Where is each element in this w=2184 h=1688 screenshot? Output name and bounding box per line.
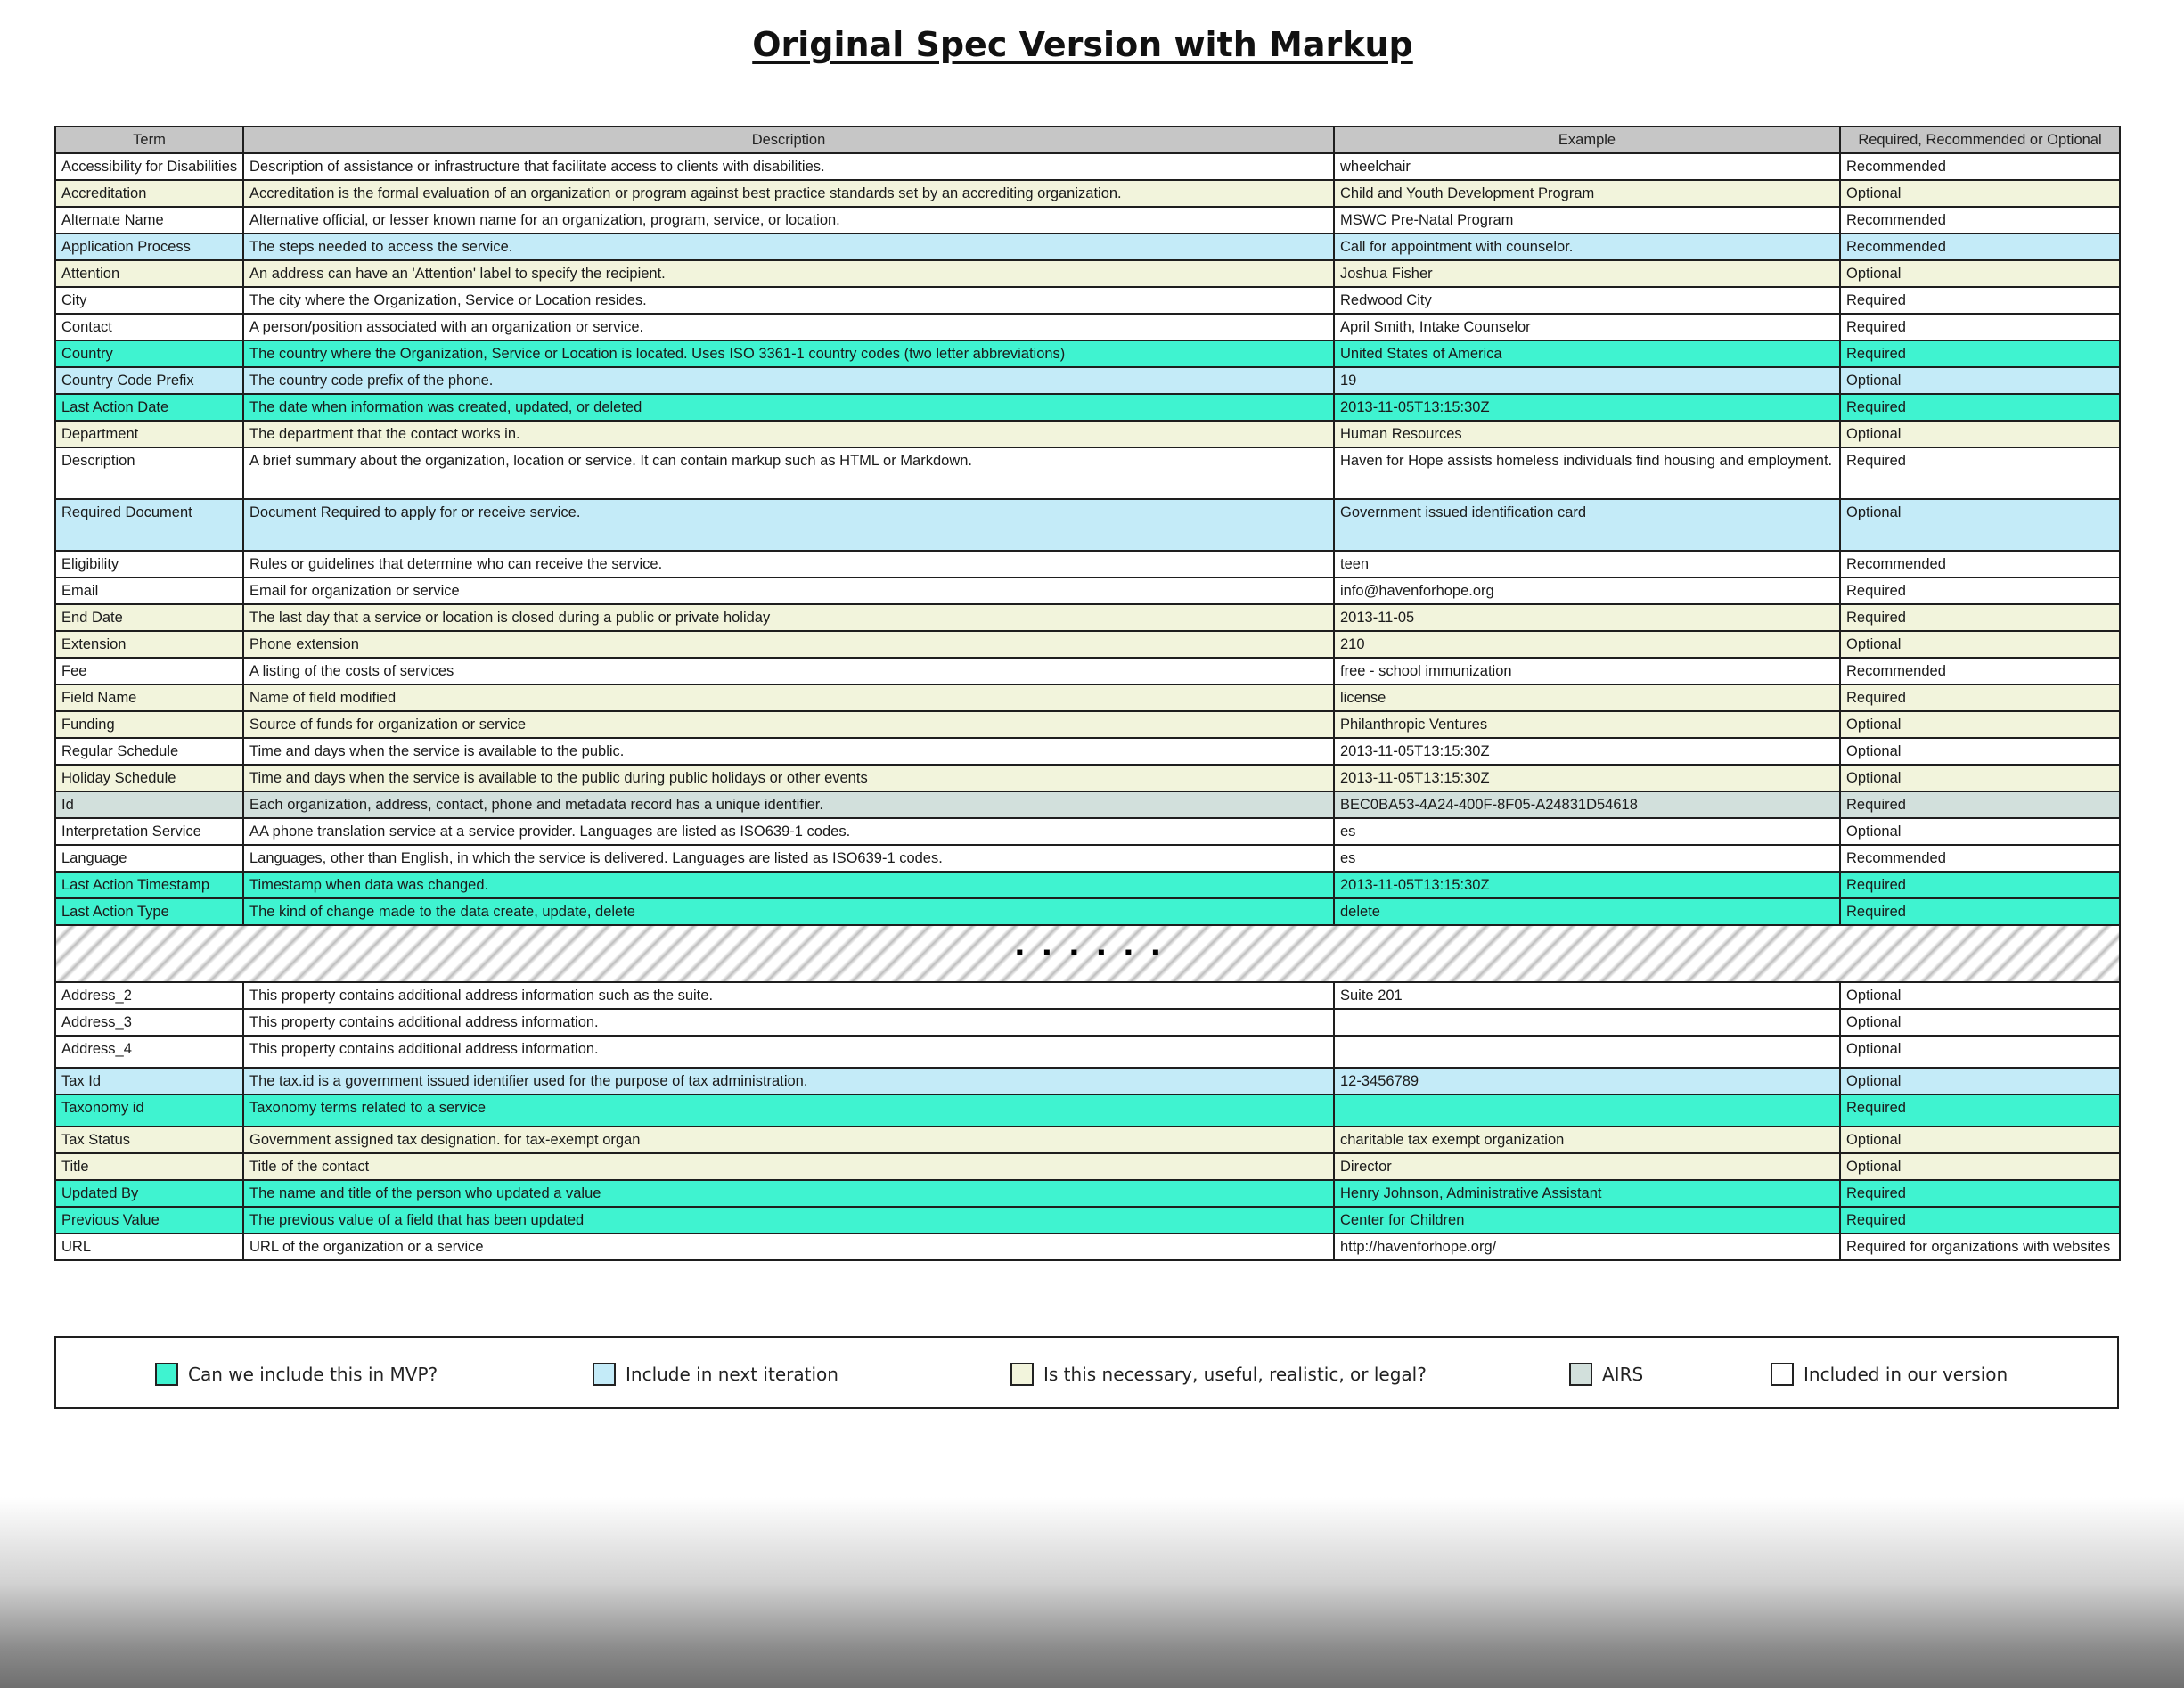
- cell-requirement: Required: [1840, 791, 2120, 818]
- cell-example: Redwood City: [1334, 287, 1840, 314]
- cell-requirement: Required: [1840, 604, 2120, 631]
- legend-label: Include in next iteration: [626, 1364, 838, 1385]
- cell-description: A person/position associated with an organization or service.: [243, 314, 1334, 340]
- cell-requirement: Required: [1840, 684, 2120, 711]
- cell-requirement: Optional: [1840, 711, 2120, 738]
- table-row: [55, 818, 2120, 845]
- cell-description: Taxonomy terms related to a service: [243, 1094, 1334, 1127]
- cell-example: 2013-11-05T13:15:30Z: [1334, 394, 1840, 421]
- table-row: [55, 1233, 2120, 1260]
- cell-description: The country where the Organization, Service or Location is located. Uses ISO 3361-1 country codes (two letter abbreviations): [243, 340, 1334, 367]
- cell-requirement: Recommended: [1840, 658, 2120, 684]
- cell-requirement: Required: [1840, 394, 2120, 421]
- cell-requirement: Optional: [1840, 818, 2120, 845]
- cell-example: [1334, 1036, 1840, 1068]
- table-row: [55, 421, 2120, 447]
- cell-description: A listing of the costs of services: [243, 658, 1334, 684]
- cell-requirement: Recommended: [1840, 845, 2120, 872]
- table-row: [55, 1009, 2120, 1036]
- cell-description: The city where the Organization, Service or Location resides.: [243, 287, 1334, 314]
- table-row: [55, 711, 2120, 738]
- cell-description: Accreditation is the formal evaluation of an organization or program against best practice standards set by an accrediting organization.: [243, 180, 1334, 207]
- table-row: [55, 260, 2120, 287]
- cell-term: Previous Value: [55, 1207, 243, 1233]
- cell-requirement: Optional: [1840, 1127, 2120, 1153]
- cell-requirement: Required: [1840, 287, 2120, 314]
- cell-example: April Smith, Intake Counselor: [1334, 314, 1840, 340]
- ellipsis-marker: ▪▪▪▪▪▪: [1015, 940, 1180, 964]
- table-row: [55, 394, 2120, 421]
- legend-swatch: [593, 1363, 616, 1386]
- cell-description: The kind of change made to the data create, update, delete: [243, 898, 1334, 925]
- cell-term: Accreditation: [55, 180, 243, 207]
- cell-requirement: Required: [1840, 898, 2120, 925]
- cell-requirement: Required: [1840, 578, 2120, 604]
- cell-term: URL: [55, 1233, 243, 1260]
- cell-example: Henry Johnson, Administrative Assistant: [1334, 1180, 1840, 1207]
- cell-term: Required Document: [55, 499, 243, 551]
- cell-description: The last day that a service or location is closed during a public or private holiday: [243, 604, 1334, 631]
- cell-description: Name of field modified: [243, 684, 1334, 711]
- column-header-requirement: Required, Recommended or Optional: [1840, 127, 2120, 153]
- table-row: [55, 1180, 2120, 1207]
- cell-description: Alternative official, or lesser known name for an organization, program, service, or location.: [243, 207, 1334, 234]
- table-row: [55, 982, 2120, 1009]
- cell-description: Time and days when the service is available to the public.: [243, 738, 1334, 765]
- cell-description: An address can have an 'Attention' label to specify the recipient.: [243, 260, 1334, 287]
- cell-example: delete: [1334, 898, 1840, 925]
- cell-example: [1334, 1009, 1840, 1036]
- cell-term: Application Process: [55, 234, 243, 260]
- cell-term: Address_4: [55, 1036, 243, 1068]
- cell-description: The tax.id is a government issued identifier used for the purpose of tax administration.: [243, 1068, 1334, 1094]
- cell-description: Email for organization or service: [243, 578, 1334, 604]
- legend-item: [155, 1362, 438, 1387]
- cell-term: Taxonomy id: [55, 1094, 243, 1127]
- cell-term: Holiday Schedule: [55, 765, 243, 791]
- cell-description: URL of the organization or a service: [243, 1233, 1334, 1260]
- table-row: [55, 180, 2120, 207]
- cell-term: Tax Status: [55, 1127, 243, 1153]
- cell-requirement: Optional: [1840, 738, 2120, 765]
- table-row: [55, 340, 2120, 367]
- column-header-example: Example: [1334, 127, 1840, 153]
- cell-term: Updated By: [55, 1180, 243, 1207]
- cell-example: 210: [1334, 631, 1840, 658]
- cell-requirement: Optional: [1840, 421, 2120, 447]
- cell-example: 2013-11-05T13:15:30Z: [1334, 738, 1840, 765]
- legend-swatch: [1771, 1363, 1794, 1386]
- cell-example: info@havenforhope.org: [1334, 578, 1840, 604]
- cell-term: Regular Schedule: [55, 738, 243, 765]
- cell-description: The department that the contact works in.: [243, 421, 1334, 447]
- cell-term: Contact: [55, 314, 243, 340]
- cell-term: Extension: [55, 631, 243, 658]
- table-row: [55, 578, 2120, 604]
- cell-requirement: Recommended: [1840, 207, 2120, 234]
- legend-label: Is this necessary, useful, realistic, or legal?: [1043, 1364, 1427, 1385]
- spec-table: [54, 126, 2121, 1261]
- cell-term: Address_3: [55, 1009, 243, 1036]
- cell-description: The country code prefix of the phone.: [243, 367, 1334, 394]
- cell-example: license: [1334, 684, 1840, 711]
- cell-requirement: Optional: [1840, 499, 2120, 551]
- cell-example: 2013-11-05: [1334, 604, 1840, 631]
- cell-requirement: Recommended: [1840, 234, 2120, 260]
- cell-example: MSWC Pre-Natal Program: [1334, 207, 1840, 234]
- cell-term: Last Action Timestamp: [55, 872, 243, 898]
- cell-requirement: Optional: [1840, 631, 2120, 658]
- cell-term: Accessibility for Disabilities: [55, 153, 243, 180]
- table-row: [55, 287, 2120, 314]
- legend-swatch: [1569, 1363, 1592, 1386]
- cell-requirement: Required: [1840, 872, 2120, 898]
- cell-requirement: Optional: [1840, 982, 2120, 1009]
- column-header-term: Term: [55, 127, 243, 153]
- legend-label: Included in our version: [1804, 1364, 2008, 1385]
- cell-term: Last Action Type: [55, 898, 243, 925]
- cell-example: 19: [1334, 367, 1840, 394]
- cell-example: es: [1334, 818, 1840, 845]
- cell-example: Child and Youth Development Program: [1334, 180, 1840, 207]
- cell-example: Call for appointment with counselor.: [1334, 234, 1840, 260]
- cell-description: Rules or guidelines that determine who can receive the service.: [243, 551, 1334, 578]
- table-body-bottom: [55, 982, 2120, 1260]
- table-break: [55, 925, 2120, 982]
- cell-term: Country Code Prefix: [55, 367, 243, 394]
- table-row: [55, 314, 2120, 340]
- table-row: [55, 207, 2120, 234]
- color-legend: [54, 1336, 2119, 1409]
- cell-term: Country: [55, 340, 243, 367]
- cell-description: Government assigned tax designation. for tax-exempt organ: [243, 1127, 1334, 1153]
- cell-description: AA phone translation service at a service provider. Languages are listed as ISO639-1 codes.: [243, 818, 1334, 845]
- cell-example: free - school immunization: [1334, 658, 1840, 684]
- cell-term: City: [55, 287, 243, 314]
- cell-example: http://havenforhope.org/: [1334, 1233, 1840, 1260]
- cell-description: Description of assistance or infrastructure that facilitate access to clients with disabilities.: [243, 153, 1334, 180]
- cell-requirement: Optional: [1840, 367, 2120, 394]
- legend-item: [593, 1362, 838, 1387]
- table-row: [55, 367, 2120, 394]
- table-row: [55, 1068, 2120, 1094]
- table-row: [55, 234, 2120, 260]
- cell-description: Each organization, address, contact, phone and metadata record has a unique identifier.: [243, 791, 1334, 818]
- table-row: [55, 499, 2120, 551]
- page-title: Original Spec Version with Markup: [752, 25, 1413, 64]
- table-row: [55, 1036, 2120, 1068]
- cell-term: Id: [55, 791, 243, 818]
- omitted-rows-marker: [55, 925, 2120, 982]
- cell-description: This property contains additional address information such as the suite.: [243, 982, 1334, 1009]
- cell-requirement: Required for organizations with websites: [1840, 1233, 2120, 1260]
- table-row: [55, 447, 2120, 499]
- cell-requirement: Required: [1840, 447, 2120, 499]
- table-row: [55, 1207, 2120, 1233]
- cell-requirement: Required: [1840, 314, 2120, 340]
- cell-requirement: Optional: [1840, 1153, 2120, 1180]
- cell-requirement: Recommended: [1840, 551, 2120, 578]
- cell-description: Document Required to apply for or receive service.: [243, 499, 1334, 551]
- cell-example: Human Resources: [1334, 421, 1840, 447]
- cell-description: The previous value of a field that has been updated: [243, 1207, 1334, 1233]
- header-row: [55, 127, 2120, 153]
- cell-example: charitable tax exempt organization: [1334, 1127, 1840, 1153]
- legend-label: AIRS: [1602, 1364, 1644, 1385]
- cell-example: wheelchair: [1334, 153, 1840, 180]
- legend-swatch: [1010, 1363, 1034, 1386]
- cell-description: Time and days when the service is available to the public during public holidays or other events: [243, 765, 1334, 791]
- cell-requirement: Recommended: [1840, 153, 2120, 180]
- legend-item: [1771, 1362, 2008, 1387]
- cell-example: 12-3456789: [1334, 1068, 1840, 1094]
- table-row: [55, 153, 2120, 180]
- cell-example: Government issued identification card: [1334, 499, 1840, 551]
- column-header-description: Description: [243, 127, 1334, 153]
- cell-requirement: Optional: [1840, 1036, 2120, 1068]
- cell-term: Description: [55, 447, 243, 499]
- cell-description: The name and title of the person who updated a value: [243, 1180, 1334, 1207]
- cell-term: Tax Id: [55, 1068, 243, 1094]
- table-row: [55, 845, 2120, 872]
- cell-requirement: Required: [1840, 340, 2120, 367]
- table-row: [55, 551, 2120, 578]
- cell-example: Center for Children: [1334, 1207, 1840, 1233]
- cell-term: Fee: [55, 658, 243, 684]
- legend-swatch: [155, 1363, 178, 1386]
- cell-example: [1334, 1094, 1840, 1127]
- cell-requirement: Optional: [1840, 1068, 2120, 1094]
- cell-example: es: [1334, 845, 1840, 872]
- cell-example: Joshua Fisher: [1334, 260, 1840, 287]
- cell-term: Address_2: [55, 982, 243, 1009]
- cell-requirement: Required: [1840, 1180, 2120, 1207]
- cell-description: This property contains additional address information.: [243, 1036, 1334, 1068]
- table-row: [55, 765, 2120, 791]
- table-row: [55, 658, 2120, 684]
- cell-description: This property contains additional address information.: [243, 1009, 1334, 1036]
- legend-label: Can we include this in MVP?: [188, 1364, 438, 1385]
- cell-example: United States of America: [1334, 340, 1840, 367]
- cell-description: Source of funds for organization or service: [243, 711, 1334, 738]
- cell-example: Suite 201: [1334, 982, 1840, 1009]
- table-row: [55, 604, 2120, 631]
- table-row: [55, 631, 2120, 658]
- cell-requirement: Required: [1840, 1094, 2120, 1127]
- cell-term: Email: [55, 578, 243, 604]
- cell-example: 2013-11-05T13:15:30Z: [1334, 765, 1840, 791]
- legend-item: [1010, 1362, 1427, 1387]
- cell-description: Languages, other than English, in which the service is delivered. Languages are listed as ISO639-1 codes.: [243, 845, 1334, 872]
- cell-term: Title: [55, 1153, 243, 1180]
- cell-description: Title of the contact: [243, 1153, 1334, 1180]
- cell-term: Eligibility: [55, 551, 243, 578]
- table-row: [55, 898, 2120, 925]
- cell-term: End Date: [55, 604, 243, 631]
- table-row: [55, 738, 2120, 765]
- cell-term: Funding: [55, 711, 243, 738]
- cell-description: A brief summary about the organization, location or service. It can contain markup such as HTML or Markdown.: [243, 447, 1334, 499]
- cell-term: Attention: [55, 260, 243, 287]
- cell-requirement: Optional: [1840, 260, 2120, 287]
- cell-term: Alternate Name: [55, 207, 243, 234]
- bottom-shadow-gradient: [0, 1497, 2184, 1688]
- legend-item: [1569, 1362, 1643, 1387]
- cell-description: The steps needed to access the service.: [243, 234, 1334, 260]
- cell-term: Last Action Date: [55, 394, 243, 421]
- cell-requirement: Optional: [1840, 1009, 2120, 1036]
- cell-example: Philanthropic Ventures: [1334, 711, 1840, 738]
- table-row: [55, 1094, 2120, 1127]
- table-row: [55, 872, 2120, 898]
- cell-example: teen: [1334, 551, 1840, 578]
- table-row: [55, 684, 2120, 711]
- table-row: [55, 791, 2120, 818]
- cell-example: Director: [1334, 1153, 1840, 1180]
- table-row: [55, 1127, 2120, 1153]
- cell-description: Phone extension: [243, 631, 1334, 658]
- cell-term: Interpretation Service: [55, 818, 243, 845]
- table-row: [55, 1153, 2120, 1180]
- cell-term: Department: [55, 421, 243, 447]
- cell-requirement: Optional: [1840, 765, 2120, 791]
- table-body-top: [55, 153, 2120, 925]
- cell-requirement: Required: [1840, 1207, 2120, 1233]
- cell-example: 2013-11-05T13:15:30Z: [1334, 872, 1840, 898]
- cell-example: BEC0BA53-4A24-400F-8F05-A24831D54618: [1334, 791, 1840, 818]
- cell-description: The date when information was created, updated, or deleted: [243, 394, 1334, 421]
- cell-requirement: Optional: [1840, 180, 2120, 207]
- cell-example: Haven for Hope assists homeless individuals find housing and employment.: [1334, 447, 1840, 499]
- cell-term: Field Name: [55, 684, 243, 711]
- cell-description: Timestamp when data was changed.: [243, 872, 1334, 898]
- cell-term: Language: [55, 845, 243, 872]
